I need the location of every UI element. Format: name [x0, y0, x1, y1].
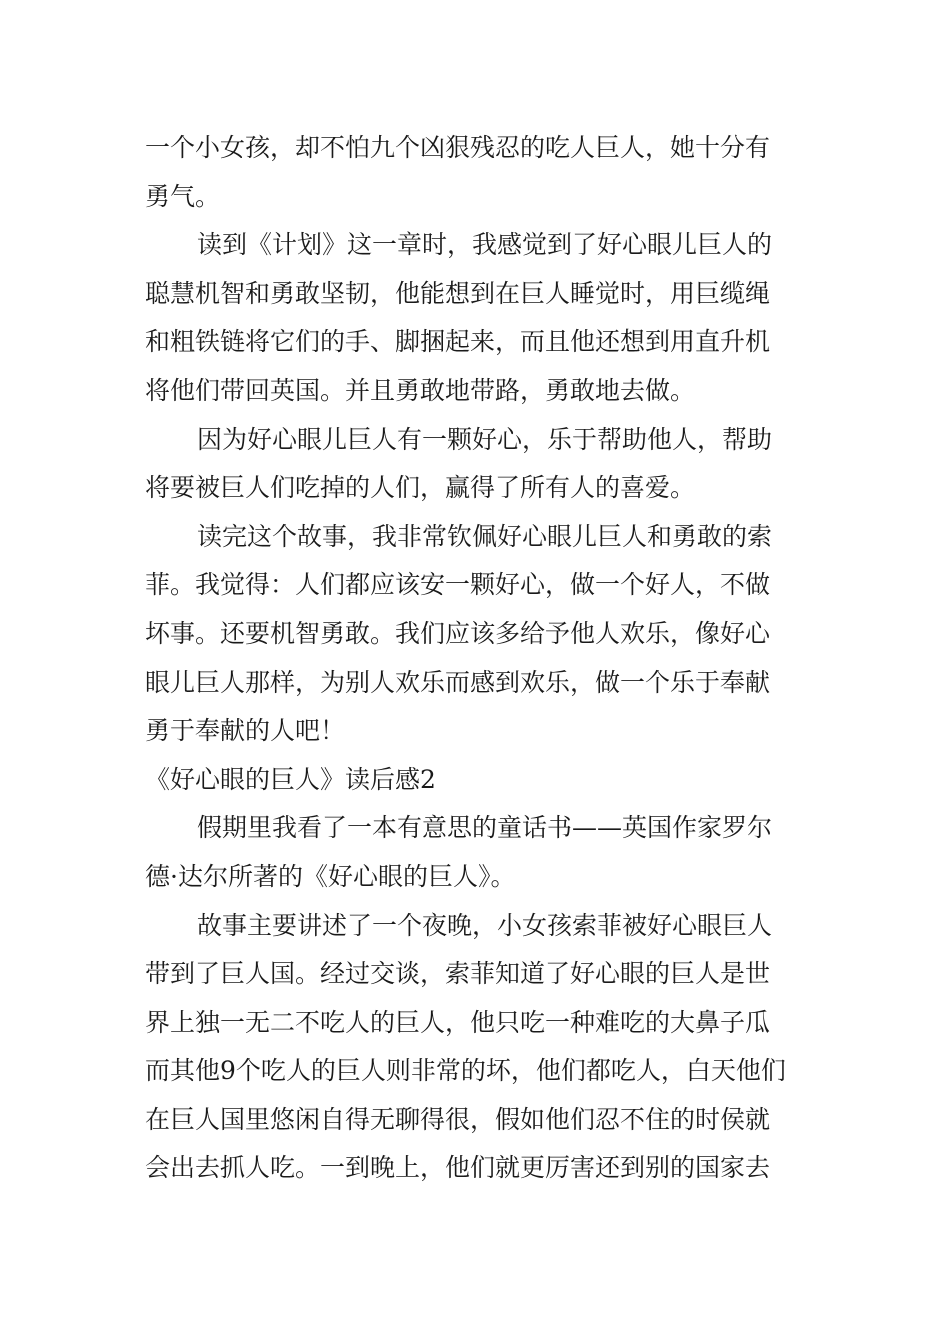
- paragraph-first-line: 读到《计划》这一章时，我感觉到了好心眼儿巨人的: [197, 230, 773, 260]
- text-line: 和粗铁链将它们的手、脚捆起来，而且他还想到用直升机: [145, 327, 771, 357]
- text-line: 会出去抓人吃。一到晚上，他们就更厉害还到别的国家去: [145, 1153, 771, 1183]
- paragraph-first-line: 故事主要讲述了一个夜晚，小女孩索菲被好心眼巨人: [197, 910, 773, 940]
- text-line: 菲。我觉得：人们都应该安一颗好心，做一个好人，不做: [145, 570, 771, 600]
- text-line: 界上独一无二不吃人的巨人，他只吃一种难吃的大鼻子瓜: [145, 1007, 771, 1037]
- text-line: 《好心眼的巨人》读后感2: [145, 764, 436, 794]
- text-line: 勇于奉献的人吧！: [145, 716, 346, 746]
- text-line: 坏事。还要机智勇敢。我们应该多给予他人欢乐，像好心: [145, 618, 771, 648]
- paragraph-first-line: 因为好心眼儿巨人有一颗好心，乐于帮助他人，帮助: [197, 424, 773, 454]
- text-line: 聪慧机智和勇敢坚韧，他能想到在巨人睡觉时，用巨缆绳: [145, 278, 771, 308]
- text-line: 将他们带回英国。并且勇敢地带路，勇敢地去做。: [145, 375, 696, 405]
- paragraph-first-line: 读完这个故事，我非常钦佩好心眼儿巨人和勇敢的索: [197, 521, 773, 551]
- paragraph-first-line: 假期里我看了一本有意思的童话书——英国作家罗尔: [197, 813, 773, 843]
- text-line: 将要被巨人们吃掉的人们，赢得了所有人的喜爱。: [145, 473, 696, 503]
- text-line: 带到了巨人国。经过交谈，索菲知道了好心眼的巨人是世: [145, 959, 771, 989]
- document-body: [145, 124, 810, 1193]
- text-line: 德·达尔所著的《好心眼的巨人》。: [145, 861, 516, 891]
- text-line: 在巨人国里悠闲自得无聊得很，假如他们忍不住的时侯就: [145, 1104, 771, 1134]
- text-line: 勇气。: [145, 181, 221, 211]
- text-line: 眼儿巨人那样，为别人欢乐而感到欢乐，做一个乐于奉献: [145, 667, 771, 697]
- text-line: 而其他9个吃人的巨人则非常的坏，他们都吃人，白天他们: [145, 1056, 786, 1086]
- text-line: 一个小女孩，却不怕九个凶狠残忍的吃人巨人，她十分有: [145, 133, 771, 162]
